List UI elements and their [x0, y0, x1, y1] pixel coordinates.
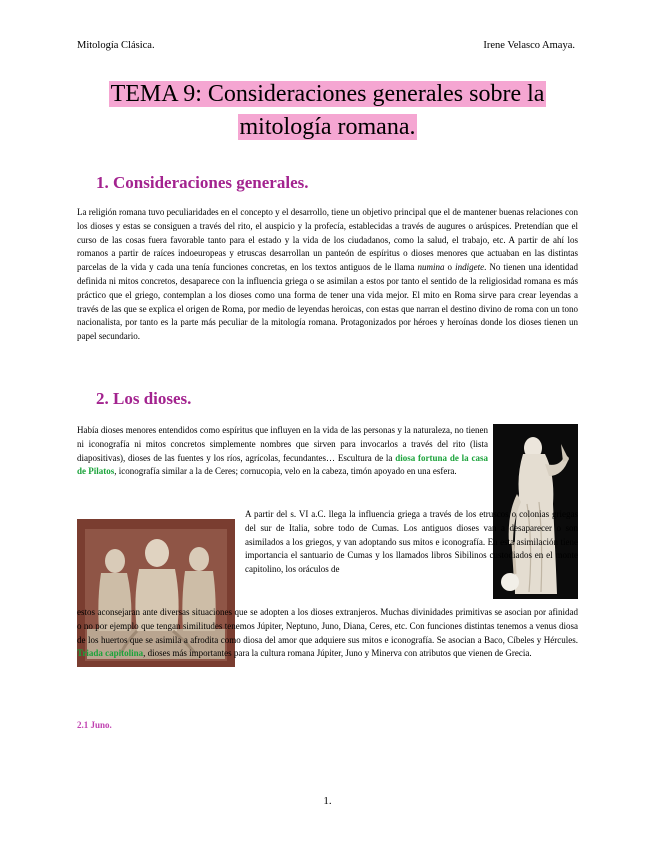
page-number: 1.	[323, 795, 332, 807]
header-course: Mitología Clásica.	[77, 40, 155, 51]
section-2-paragraph-2-bottom: estos aconsejaran ante diversas situaciones que se adopten a los dioses extranjeros. Muchas divinidades primitivas se asocian por afinidad o no por ejemplo que tengan similitudes tenemos Júpiter, Neptuno, Juno, Diana, Ceres, etc. Con funciones distintas tenemos a venus diosa de los huertos que se asimila a afrodita como diosa del amor que adquiere sus mitos e iconografía. Se asocian a Baco, Cíbeles y Hércules. Triada capitolina, dioses más importantes para la cultura romana Júpiter, Juno y Minerva con atributos que vienen de Grecia.	[77, 607, 578, 659]
title-line-2: mitología romana.	[239, 114, 416, 140]
title-line-1: TEMA 9: Consideraciones generales sobre la	[110, 81, 545, 107]
section-2-paragraph-2-top: A partir del s. VI a.C. llega la influencia griega a través de los etruscos o colonias griegas del sur de Italia, sobre todo de Cumas. Los antiguos dioses van a desaparecer o son asimilados a los griegos, y van adoptando sus mitos e iconografía. En esta asimilación tiene importancia el santuario de Cumas y los llamados libros Sibilinos custodiados en el monte capitolino, los oráculos de	[245, 509, 578, 575]
page-header	[77, 40, 575, 54]
link-triada-capitolina[interactable]: Triada capitolina	[77, 648, 144, 659]
subsection-heading-juno: 2.1 Juno.	[77, 720, 112, 730]
page-title	[60, 78, 595, 144]
section-1-heading: 1. Consideraciones generales.	[96, 173, 309, 192]
section-1-paragraph: La religión romana tuvo peculiaridades en el concepto y el desarrollo, tiene un objetivo principal que el de mantener buenas relaciones con los dioses y estas se consiguen a través del rito, el auspicio y la profecía, establecidas a través de augures o arúspices. Pretendían que el curso de las cosas fuera favorable tanto para el estado y la vida de los ciudadanos, como la salud, el trabajo, etc. A partir de ahí los romanos a partir de raíces indoeuropeas y etruscas desarrollan un panteón de espíritus o dioses menores que actuaban en las distintas parcelas de la vida y cada una tenía funciones concretas, en los textos antiguos de le llama numina o indigete. No tienen una identidad definida ni mitos concretos, desaparece con la influencia griega o se asimilan a estos por tanto el sentido de la religiosidad romana es más práctico que el griego, contemplan a los dioses como una forma de tener una vida mejor. El mito en Roma sirve para crear leyendas a través de las que se explica el origen de Roma, por medio de leyendas heroicas, con estas que narran el destino divino de roma con un tono nacionalista, por tanto es la parte más peculiar de la mitología romana. Protagonizados por héroes y heroínas donde los dioses tienen un papel secundario.	[77, 207, 579, 342]
section-2-heading: 2. Los dioses.	[96, 389, 192, 408]
link-diosa-fortuna[interactable]: diosa fortuna de la casa de Pilatos	[77, 452, 488, 477]
header-author: Irene Velasco Amaya.	[483, 40, 575, 51]
section-2-paragraph-1: Había dioses menores entendidos como espíritus que influyen en la vida de las personas y la naturaleza, no tienen ni iconografía ni mitos concretos simplemente nombres que sirven para invocarlos a través del rito (lista diapositivas), dioses de las fuentes y los ríos, agrícolas, fecundantes… Escultura de la diosa fortuna de la casa de Pilatos, iconografía similar a la de Ceres; cornucopia, velo en la cabeza, timón apoyado en una esfera.	[77, 425, 488, 477]
